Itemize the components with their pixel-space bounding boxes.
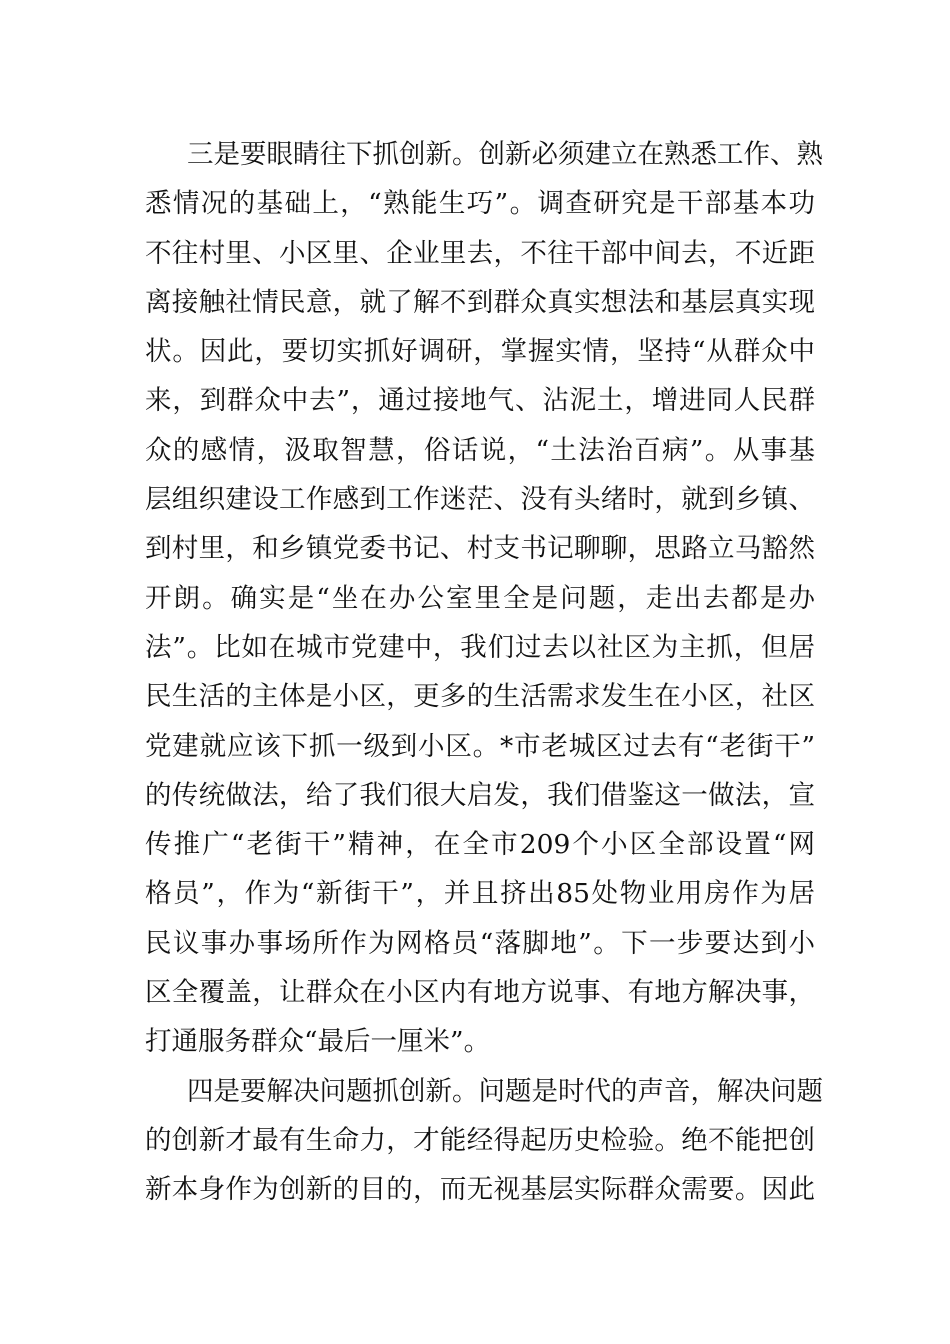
text-line: 离接触社情民意，就了解不到群众真实想法和基层真实现 xyxy=(145,286,815,318)
text-line: 格员”，作为“新街干”，并且挤出85处物业用房作为居 xyxy=(145,878,815,910)
text-line: 民生活的主体是小区，更多的生活需求发生在小区，社区 xyxy=(145,681,815,713)
text-line: 到村里，和乡镇党委书记、村支书记聊聊，思路立马豁然 xyxy=(145,533,815,565)
text-line: 来，到群众中去”，通过接地气、沾泥土，增进同人民群 xyxy=(145,385,815,417)
text-line: 新本身作为创新的目的，而无视基层实际群众需要。因此 xyxy=(145,1174,815,1206)
paragraph-innovation-grassroots xyxy=(145,130,823,1067)
text-line: 开朗。确实是“坐在办公室里全是问题，走出去都是办 xyxy=(145,582,815,614)
document-body xyxy=(145,130,823,1215)
text-line: 民议事办事场所作为网格员“落脚地”。下一步要达到小 xyxy=(145,927,815,959)
text-line: 的创新才最有生命力，才能经得起历史检验。绝不能把创 xyxy=(145,1124,815,1156)
text-line: 三是要眼睛往下抓创新。创新必须建立在熟悉工作、熟 xyxy=(187,139,823,170)
text-line: 层组织建设工作感到工作迷茫、没有头绪时，就到乡镇、 xyxy=(145,484,815,516)
text-line: 四是要解决问题抓创新。问题是时代的声音，解决问题 xyxy=(187,1075,823,1107)
text-line: 党建就应该下抓一级到小区。*市老城区过去有“老街干” xyxy=(145,730,815,762)
text-line: 状。因此，要切实抓好调研，掌握实情，坚持“从群众中 xyxy=(145,336,815,368)
text-line: 众的感情，汲取智慧，俗话说，“土法治百病”。从事基 xyxy=(145,434,815,466)
text-line: 打通服务群众“最后一厘米”。 xyxy=(145,1026,491,1058)
text-line: 的传统做法，给了我们很大启发，我们借鉴这一做法，宣 xyxy=(145,779,815,811)
text-line: 区全覆盖，让群众在小区内有地方说事、有地方解决事， xyxy=(145,977,815,1009)
text-line: 法”。比如在城市党建中，我们过去以社区为主抓，但居 xyxy=(145,631,815,663)
text-line: 悉情况的基础上，“熟能生巧”。调查研究是干部基本功 xyxy=(145,188,815,220)
paragraph-solve-problems xyxy=(145,1067,823,1215)
text-line: 不往村里、小区里、企业里去，不往干部中间去，不近距 xyxy=(145,237,815,269)
text-line: 传推广“老街干”精神，在全市209个小区全部设置“网 xyxy=(145,829,815,861)
